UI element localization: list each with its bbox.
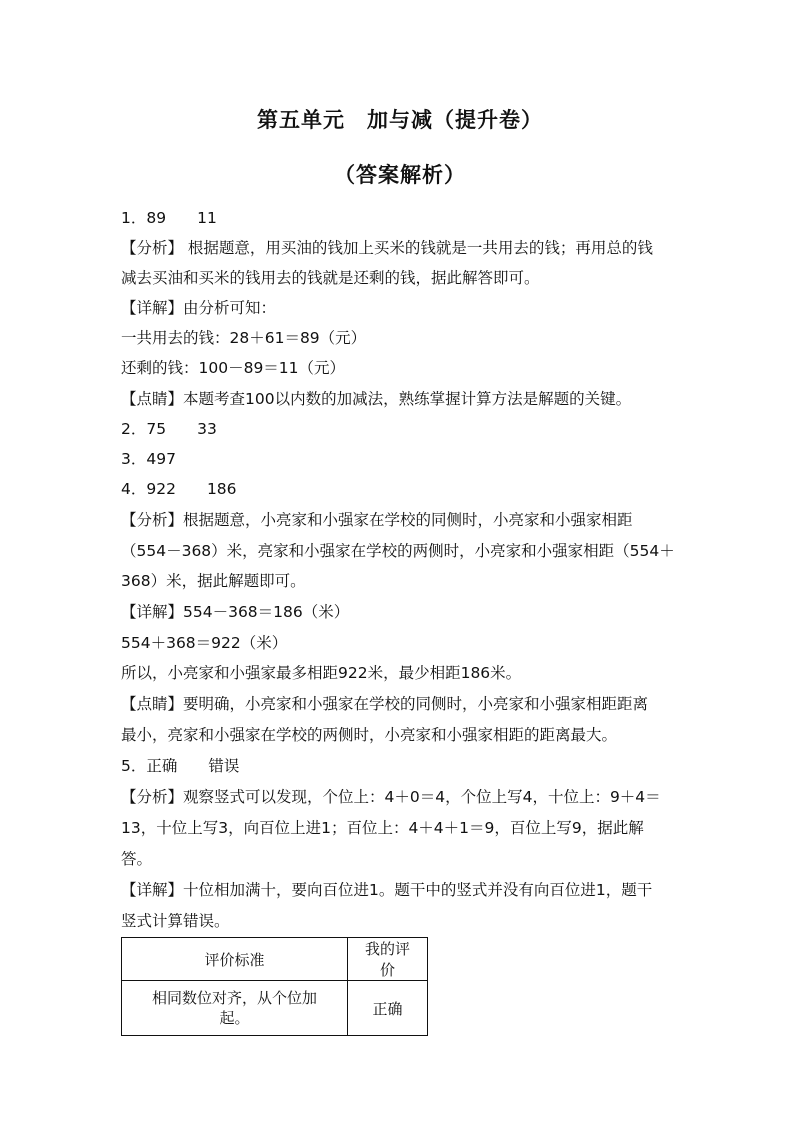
analysis-1a: 【分析】 根据题意，用买油的钱加上买米的钱就是一共用去的钱；再用总的钱 xyxy=(121,239,653,257)
header-my-evaluation: 我的评价 xyxy=(348,938,428,981)
cell-criteria-line-2: 起。 xyxy=(219,1009,250,1027)
answer-1: 1．89 11 xyxy=(121,209,217,227)
comment-4b: 最小，亮家和小强家在学校的两侧时，小亮家和小强家相距的距离最大。 xyxy=(121,726,618,744)
evaluation-table xyxy=(121,937,428,1036)
table-header-row xyxy=(122,938,428,981)
analysis-4a: 【分析】根据题意，小亮家和小强家在学校的同侧时，小亮家和小强家相距 xyxy=(121,511,633,529)
detail-4b: 554＋368＝922（米） xyxy=(121,634,288,652)
detail-5b: 竖式计算错误。 xyxy=(121,912,230,930)
analysis-5c: 答。 xyxy=(121,850,153,868)
comment-4a: 【点睛】要明确，小亮家和小强家在学校的同侧时，小亮家和小强家相距距离 xyxy=(121,695,649,713)
page-subtitle: （答案解析） xyxy=(334,163,466,187)
analysis-1b: 减去买油和买米的钱用去的钱就是还剩的钱，据此解答即可。 xyxy=(121,269,540,287)
cell-criteria-line-1: 相同数位对齐，从个位加 xyxy=(151,989,317,1007)
detail-5a: 【详解】十位相加满十，要向百位进1。题干中的竖式并没有向百位进1，题干 xyxy=(121,881,653,899)
cell-evaluation: 正确 xyxy=(348,981,428,1036)
detail-1b: 一共用去的钱：28＋61＝89（元） xyxy=(121,329,367,347)
table-row xyxy=(122,981,428,1036)
answer-4: 4．922 186 xyxy=(121,480,237,498)
detail-4c: 所以，小亮家和小强家最多相距922米，最少相距186米。 xyxy=(121,664,522,682)
detail-1a: 【详解】由分析可知： xyxy=(121,299,277,317)
answer-2: 2．75 33 xyxy=(121,420,217,438)
page-title: 第五单元 加与减（提升卷） xyxy=(257,108,543,132)
detail-4a: 【详解】554－368＝186（米） xyxy=(121,603,350,621)
detail-1c: 还剩的钱：100－89＝11（元） xyxy=(121,359,346,377)
header-criteria: 评价标准 xyxy=(122,938,348,981)
cell-criteria xyxy=(122,981,348,1036)
analysis-4c: 368）米，据此解题即可。 xyxy=(121,572,306,590)
answer-3: 3．497 xyxy=(121,450,176,468)
analysis-5b: 13，十位上写3，向百位上进1；百位上：4＋4＋1＝9，百位上写9，据此解 xyxy=(121,819,644,837)
analysis-4b: （554－368）米，亮家和小强家在学校的两侧时，小亮家和小强家相距（554＋ xyxy=(121,542,675,560)
answer-5: 5．正确 错误 xyxy=(121,757,240,775)
comment-1: 【点睛】本题考查100以内数的加减法，熟练掌握计算方法是解题的关键。 xyxy=(121,390,632,408)
analysis-5a: 【分析】观察竖式可以发现，个位上：4＋0＝4，个位上写4，十位上：9＋4＝ xyxy=(121,788,661,806)
